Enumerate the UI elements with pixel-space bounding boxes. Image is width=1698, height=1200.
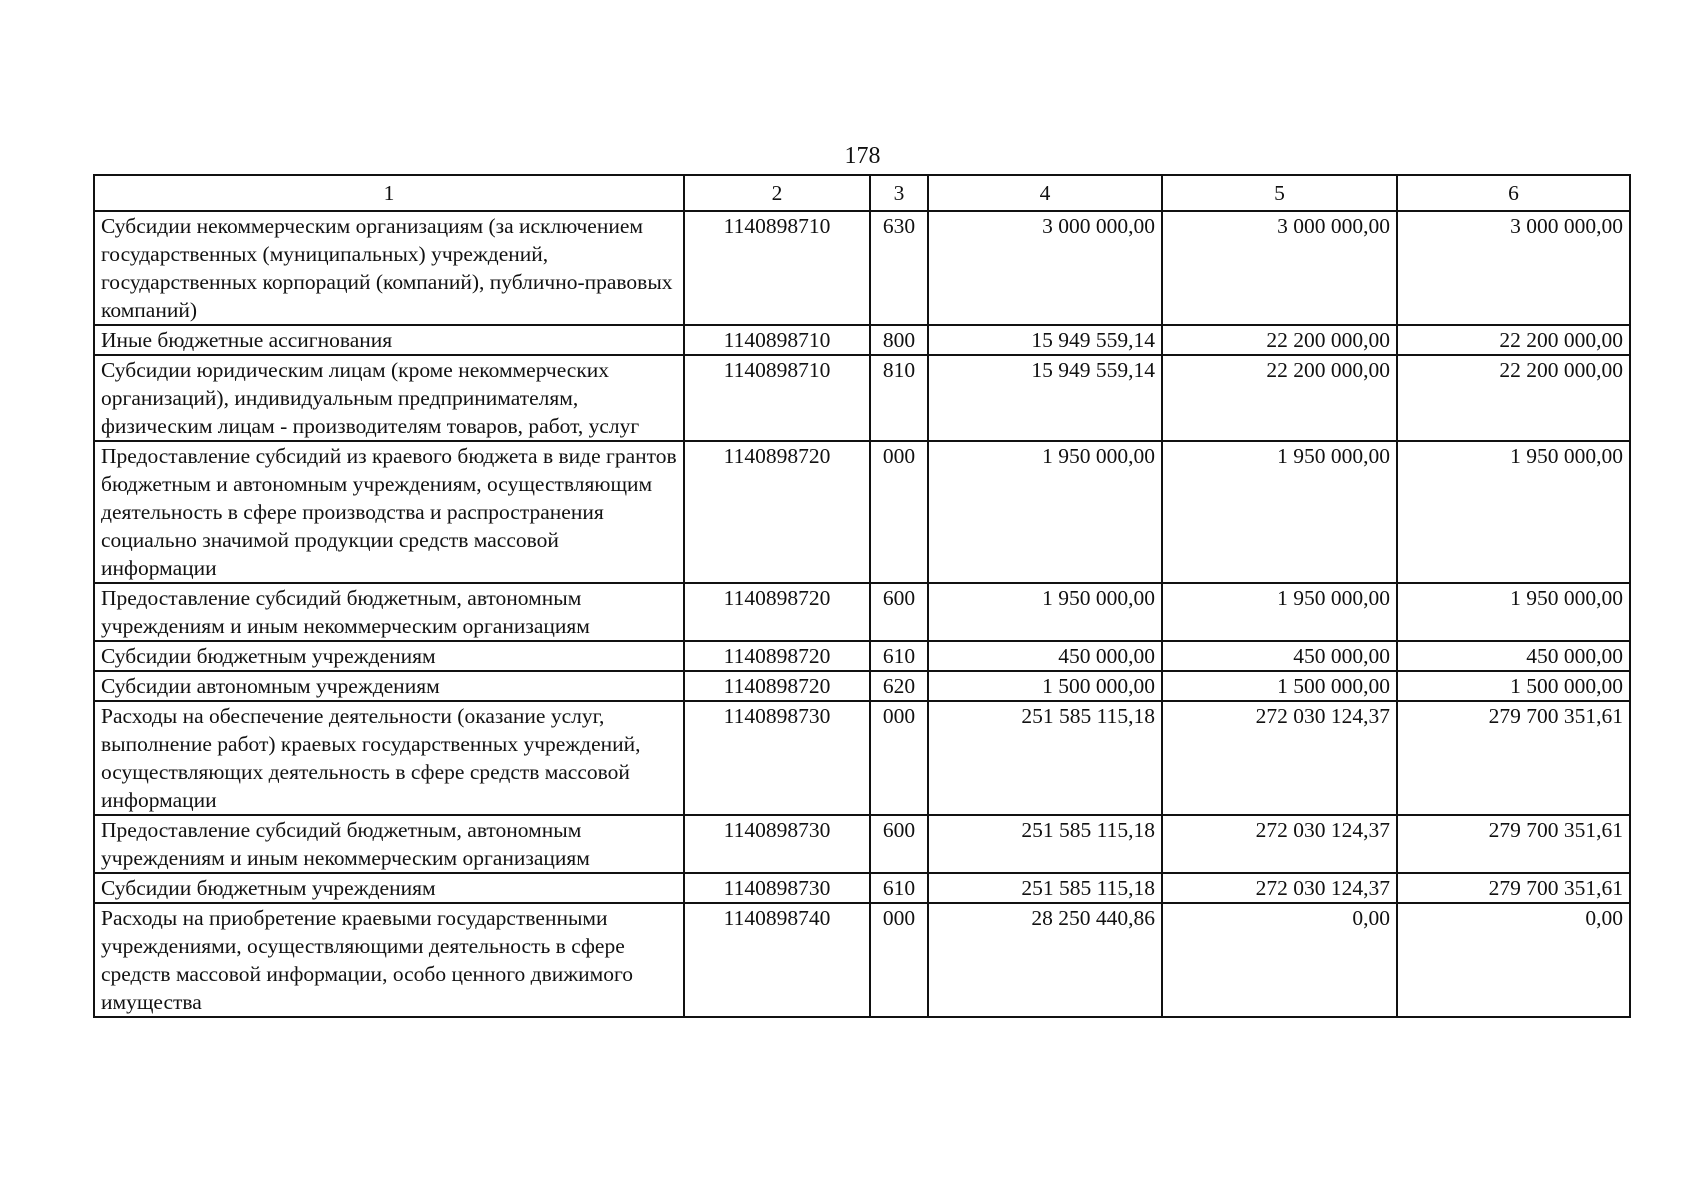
amount-year2-cell: 450 000,00 (1162, 641, 1397, 671)
expense-name-cell: Субсидии юридическим лицам (кроме некоммерческих организаций), индивидуальным предпринимателям, физическим лицам - производителям товаров, работ, услуг (94, 355, 684, 441)
column-header-6: 6 (1397, 175, 1630, 211)
amount-year3-cell: 3 000 000,00 (1397, 211, 1630, 325)
table-row (94, 701, 1630, 815)
table-row (94, 641, 1630, 671)
amount-year1-cell: 15 949 559,14 (928, 355, 1162, 441)
amount-year3-cell: 22 200 000,00 (1397, 355, 1630, 441)
expense-name-cell: Расходы на приобретение краевыми государственными учреждениями, осуществляющими деятельность в сфере средств массовой информации, особо ценного движимого имущества (94, 903, 684, 1017)
expense-name-cell: Субсидии бюджетным учреждениям (94, 873, 684, 903)
amount-year2-cell: 22 200 000,00 (1162, 325, 1397, 355)
amount-year3-cell: 0,00 (1397, 903, 1630, 1017)
target-article-code-cell: 1140898730 (684, 815, 870, 873)
expense-type-code-cell: 000 (870, 903, 928, 1017)
amount-year1-cell: 1 500 000,00 (928, 671, 1162, 701)
expense-type-code-cell: 610 (870, 873, 928, 903)
expense-type-code-cell: 610 (870, 641, 928, 671)
amount-year1-cell: 251 585 115,18 (928, 701, 1162, 815)
expense-name-cell: Расходы на обеспечение деятельности (оказание услуг, выполнение работ) краевых государственных учреждений, осуществляющих деятельность в сфере средств массовой информации (94, 701, 684, 815)
amount-year2-cell: 272 030 124,37 (1162, 873, 1397, 903)
target-article-code-cell: 1140898710 (684, 211, 870, 325)
amount-year1-cell: 251 585 115,18 (928, 873, 1162, 903)
column-header-4: 4 (928, 175, 1162, 211)
expense-name-cell: Предоставление субсидий бюджетным, автономным учреждениям и иным некоммерческим организациям (94, 583, 684, 641)
expense-type-code-cell: 800 (870, 325, 928, 355)
header-row (94, 175, 1630, 211)
amount-year1-cell: 1 950 000,00 (928, 441, 1162, 583)
expense-type-code-cell: 600 (870, 815, 928, 873)
amount-year2-cell: 272 030 124,37 (1162, 701, 1397, 815)
target-article-code-cell: 1140898720 (684, 641, 870, 671)
expense-type-code-cell: 620 (870, 671, 928, 701)
amount-year1-cell: 1 950 000,00 (928, 583, 1162, 641)
expense-type-code-cell: 810 (870, 355, 928, 441)
budget-table (93, 174, 1631, 1018)
amount-year2-cell: 1 950 000,00 (1162, 583, 1397, 641)
expense-name-cell: Субсидии автономным учреждениям (94, 671, 684, 701)
expense-type-code-cell: 630 (870, 211, 928, 325)
target-article-code-cell: 1140898710 (684, 325, 870, 355)
table-row (94, 211, 1630, 325)
amount-year3-cell: 1 500 000,00 (1397, 671, 1630, 701)
amount-year1-cell: 3 000 000,00 (928, 211, 1162, 325)
expense-name-cell: Субсидии бюджетным учреждениям (94, 641, 684, 671)
target-article-code-cell: 1140898730 (684, 873, 870, 903)
column-header-1: 1 (94, 175, 684, 211)
amount-year2-cell: 22 200 000,00 (1162, 355, 1397, 441)
amount-year1-cell: 450 000,00 (928, 641, 1162, 671)
expense-name-cell: Иные бюджетные ассигнования (94, 325, 684, 355)
table-row (94, 441, 1630, 583)
amount-year2-cell: 1 950 000,00 (1162, 441, 1397, 583)
amount-year2-cell: 1 500 000,00 (1162, 671, 1397, 701)
target-article-code-cell: 1140898710 (684, 355, 870, 441)
amount-year3-cell: 22 200 000,00 (1397, 325, 1630, 355)
page-number: 178 (844, 143, 881, 169)
expense-type-code-cell: 000 (870, 701, 928, 815)
target-article-code-cell: 1140898730 (684, 701, 870, 815)
amount-year3-cell: 1 950 000,00 (1397, 441, 1630, 583)
table-row (94, 583, 1630, 641)
table-row (94, 903, 1630, 1017)
expense-name-cell: Предоставление субсидий из краевого бюджета в виде грантов бюджетным и автономным учреждениям, осуществляющим деятельность в сфере производства и распространения социально значимой продукции средств массовой информации (94, 441, 684, 583)
amount-year2-cell: 0,00 (1162, 903, 1397, 1017)
column-header-3: 3 (870, 175, 928, 211)
amount-year2-cell: 3 000 000,00 (1162, 211, 1397, 325)
table-row (94, 671, 1630, 701)
column-header-2: 2 (684, 175, 870, 211)
amount-year3-cell: 279 700 351,61 (1397, 701, 1630, 815)
table-row (94, 355, 1630, 441)
column-header-5: 5 (1162, 175, 1397, 211)
target-article-code-cell: 1140898720 (684, 441, 870, 583)
amount-year3-cell: 1 950 000,00 (1397, 583, 1630, 641)
amount-year3-cell: 279 700 351,61 (1397, 873, 1630, 903)
expense-name-cell: Предоставление субсидий бюджетным, автономным учреждениям и иным некоммерческим организациям (94, 815, 684, 873)
expense-name-cell: Субсидии некоммерческим организациям (за исключением государственных (муниципальных) учреждений, государственных корпораций (компаний), публично-правовых компаний) (94, 211, 684, 325)
target-article-code-cell: 1140898740 (684, 903, 870, 1017)
amount-year1-cell: 28 250 440,86 (928, 903, 1162, 1017)
amount-year1-cell: 251 585 115,18 (928, 815, 1162, 873)
table-row (94, 815, 1630, 873)
expense-type-code-cell: 000 (870, 441, 928, 583)
amount-year1-cell: 15 949 559,14 (928, 325, 1162, 355)
table-body (94, 211, 1630, 1017)
table-row (94, 873, 1630, 903)
amount-year3-cell: 450 000,00 (1397, 641, 1630, 671)
table-row (94, 325, 1630, 355)
target-article-code-cell: 1140898720 (684, 671, 870, 701)
target-article-code-cell: 1140898720 (684, 583, 870, 641)
amount-year2-cell: 272 030 124,37 (1162, 815, 1397, 873)
expense-type-code-cell: 600 (870, 583, 928, 641)
amount-year3-cell: 279 700 351,61 (1397, 815, 1630, 873)
